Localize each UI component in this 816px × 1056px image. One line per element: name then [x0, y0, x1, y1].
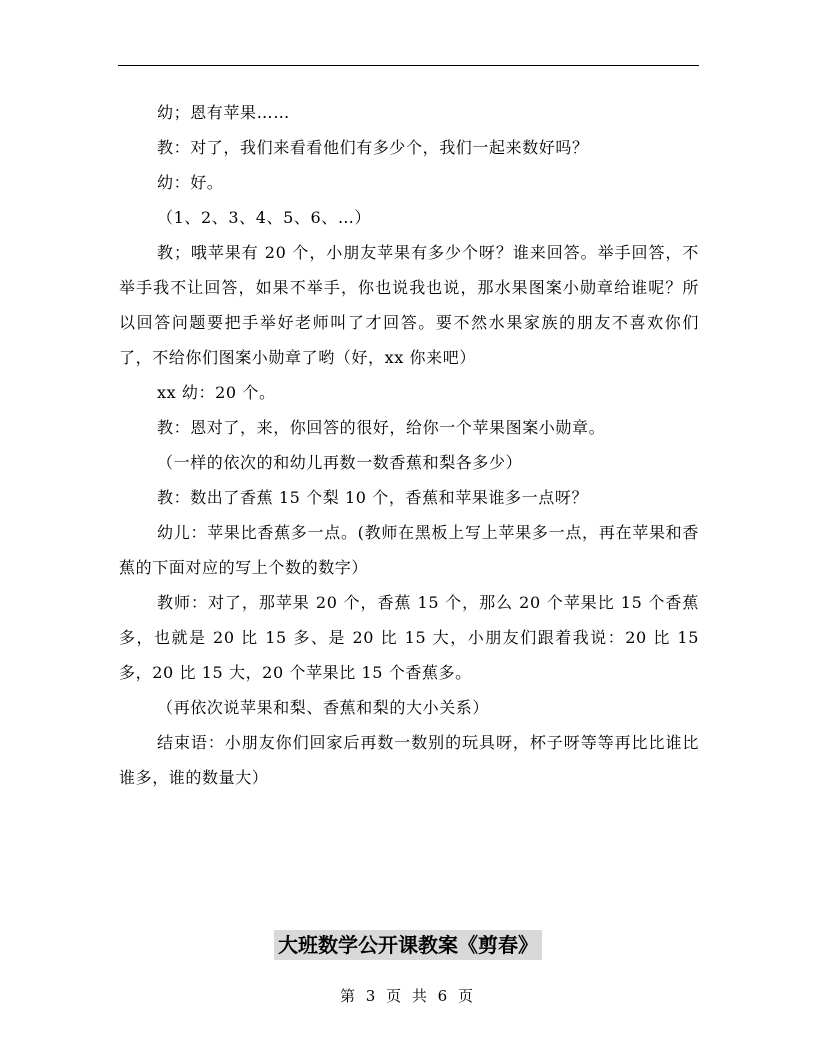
paragraph: （一样的依次的和幼儿再数一数香蕉和梨各多少） [157, 453, 523, 472]
paragraph: 幼；恩有苹果…… [157, 103, 290, 122]
paragraph: （再依次说苹果和梨、香蕉和梨的大小关系） [157, 698, 490, 717]
paragraph: 教：恩对了，来，你回答的很好，给你一个苹果图案小勋章。 [157, 418, 606, 437]
page-footer: 第 3 页 共 6 页 [340, 987, 476, 1005]
paragraph: 幼：好。 [157, 173, 224, 192]
header-rule [118, 65, 699, 66]
paragraph: 教师：对了，那苹果 20 个，香蕉 15 个，那么 20 个苹果比 15 个香蕉多，也就是 20 比 15 多、是 20 比 15 大，小朋友们跟着我说：20 比 15 多，20 比 15 大，20 个苹果比 15 个香蕉多。 [119, 593, 699, 682]
paragraph: 教：对了，我们来看看他们有多少个，我们一起来数好吗？ [157, 138, 589, 157]
paragraph: 结束语：小朋友你们回家后再数一数别的玩具呀，杯子呀等等再比比谁比谁多，谁的数量大） [119, 733, 699, 787]
paragraph: 教：数出了香蕉 15 个梨 10 个，香蕉和苹果谁多一点呀？ [157, 488, 589, 507]
title-container [0, 930, 816, 960]
document-body [119, 95, 699, 795]
paragraph: （1、2、3、4、5、6、…） [157, 208, 372, 227]
document-title: 大班数学公开课教案《剪春》 [274, 930, 542, 960]
paragraph: xx 幼：20 个。 [157, 383, 276, 402]
paragraph: 教；哦苹果有 20 个，小朋友苹果有多少个呀？谁来回答。举手回答，不举手我不让回答，如果不举手，你也说我也说，那水果图案小勋章给谁呢？所以回答问题要把手举好老师叫了才回答。要不然水果家族的朋友不喜欢你们了，不给你们图案小勋章了哟（好，xx 你来吧） [119, 243, 699, 367]
paragraph: 幼儿：苹果比香蕉多一点。(教师在黑板上写上苹果多一点，再在苹果和香蕉的下面对应的写上个数的数字） [119, 523, 699, 577]
